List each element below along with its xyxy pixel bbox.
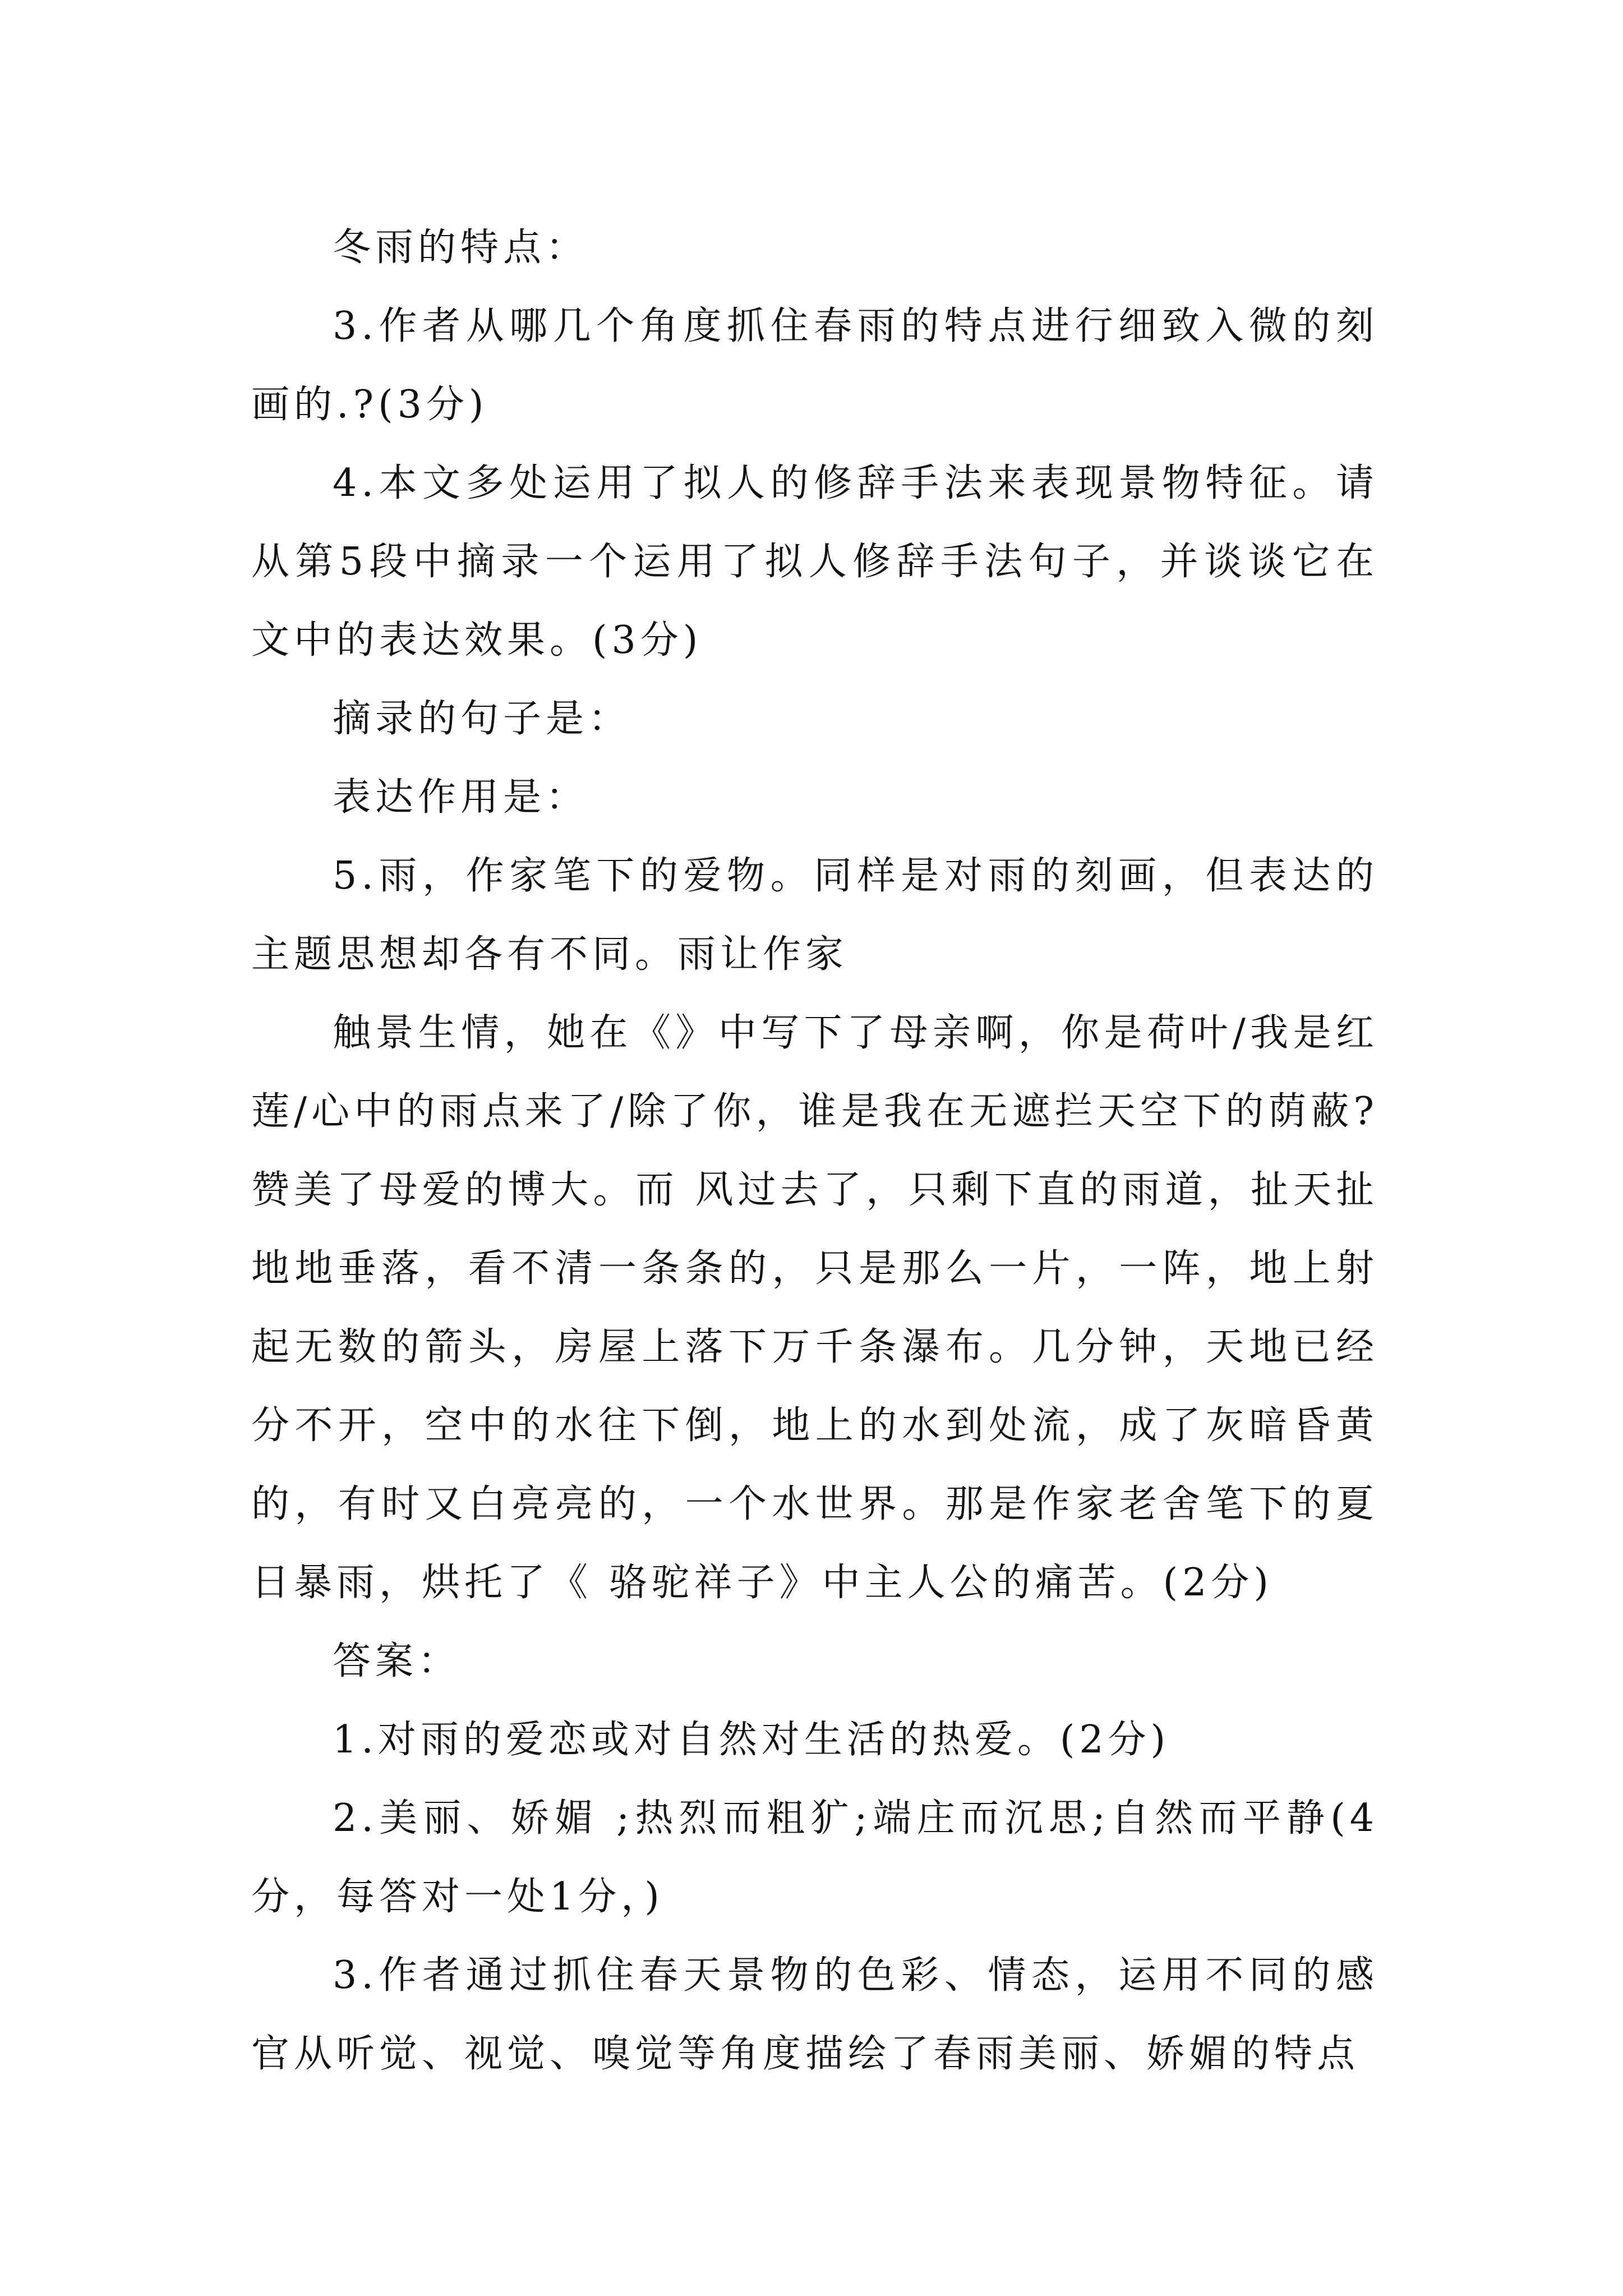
answers-heading: 答案： [333,1639,461,1683]
winter-rain-features-label: 冬雨的特点： [333,226,589,270]
answer-3: 3.作者通过抓住春天景物的色彩、情态，运用不同的感官从听觉、视觉、嗅觉等角度描绘了春雨美丽、娇媚的特点 [251,1953,1378,2076]
answer-2: 2.美丽、娇媚 ;热烈而粗犷;端庄而沉思;自然而平静(4分，每答对一处1分，) [251,1796,1378,1919]
question-5: 5.雨，作家笔下的爱物。同样是对雨的刻画，但表达的主题思想却各有不同。雨让作家 [251,854,1378,977]
expressive-effect-label: 表达作用是： [333,775,589,820]
question-4: 4.本文多处运用了拟人的修辞手法来表现景物特征。请从第5段中摘录一个运用了拟人修辞手法句子，并谈谈它在文中的表达效果。(3分) [251,461,1378,662]
question-3: 3.作者从哪几个角度抓住春雨的特点进行细致入微的刻画的.?(3分) [251,304,1378,427]
document-body [251,209,1378,2093]
question-5-continuation: 触景生情，她在《》中写下了母亲啊，你是荷叶/我是红莲/心中的雨点来了/除了你，谁是我在无遮拦天空下的荫蔽?赞美了母爱的博大。而 风过去了，只剩下直的雨道，扯天扯地地垂落，看不清一条条的，只是那么一片，一阵，地上射起无数的箭头，房屋上落下万千条瀑布。几分钟，天地已经分不开，空中的水往下倒，地上的水到处流，成了灰暗昏黄的，有时又白亮亮的，一个水世界。那是作家老舍笔下的夏日暴雨，烘托了《 骆驼祥子》中主人公的痛苦。(2分) [251,1011,1378,1605]
excerpt-sentence-label: 摘录的句子是： [333,697,631,741]
answer-1: 1.对雨的爱恋或对自然对生活的热爱。(2分) [333,1718,1170,1762]
